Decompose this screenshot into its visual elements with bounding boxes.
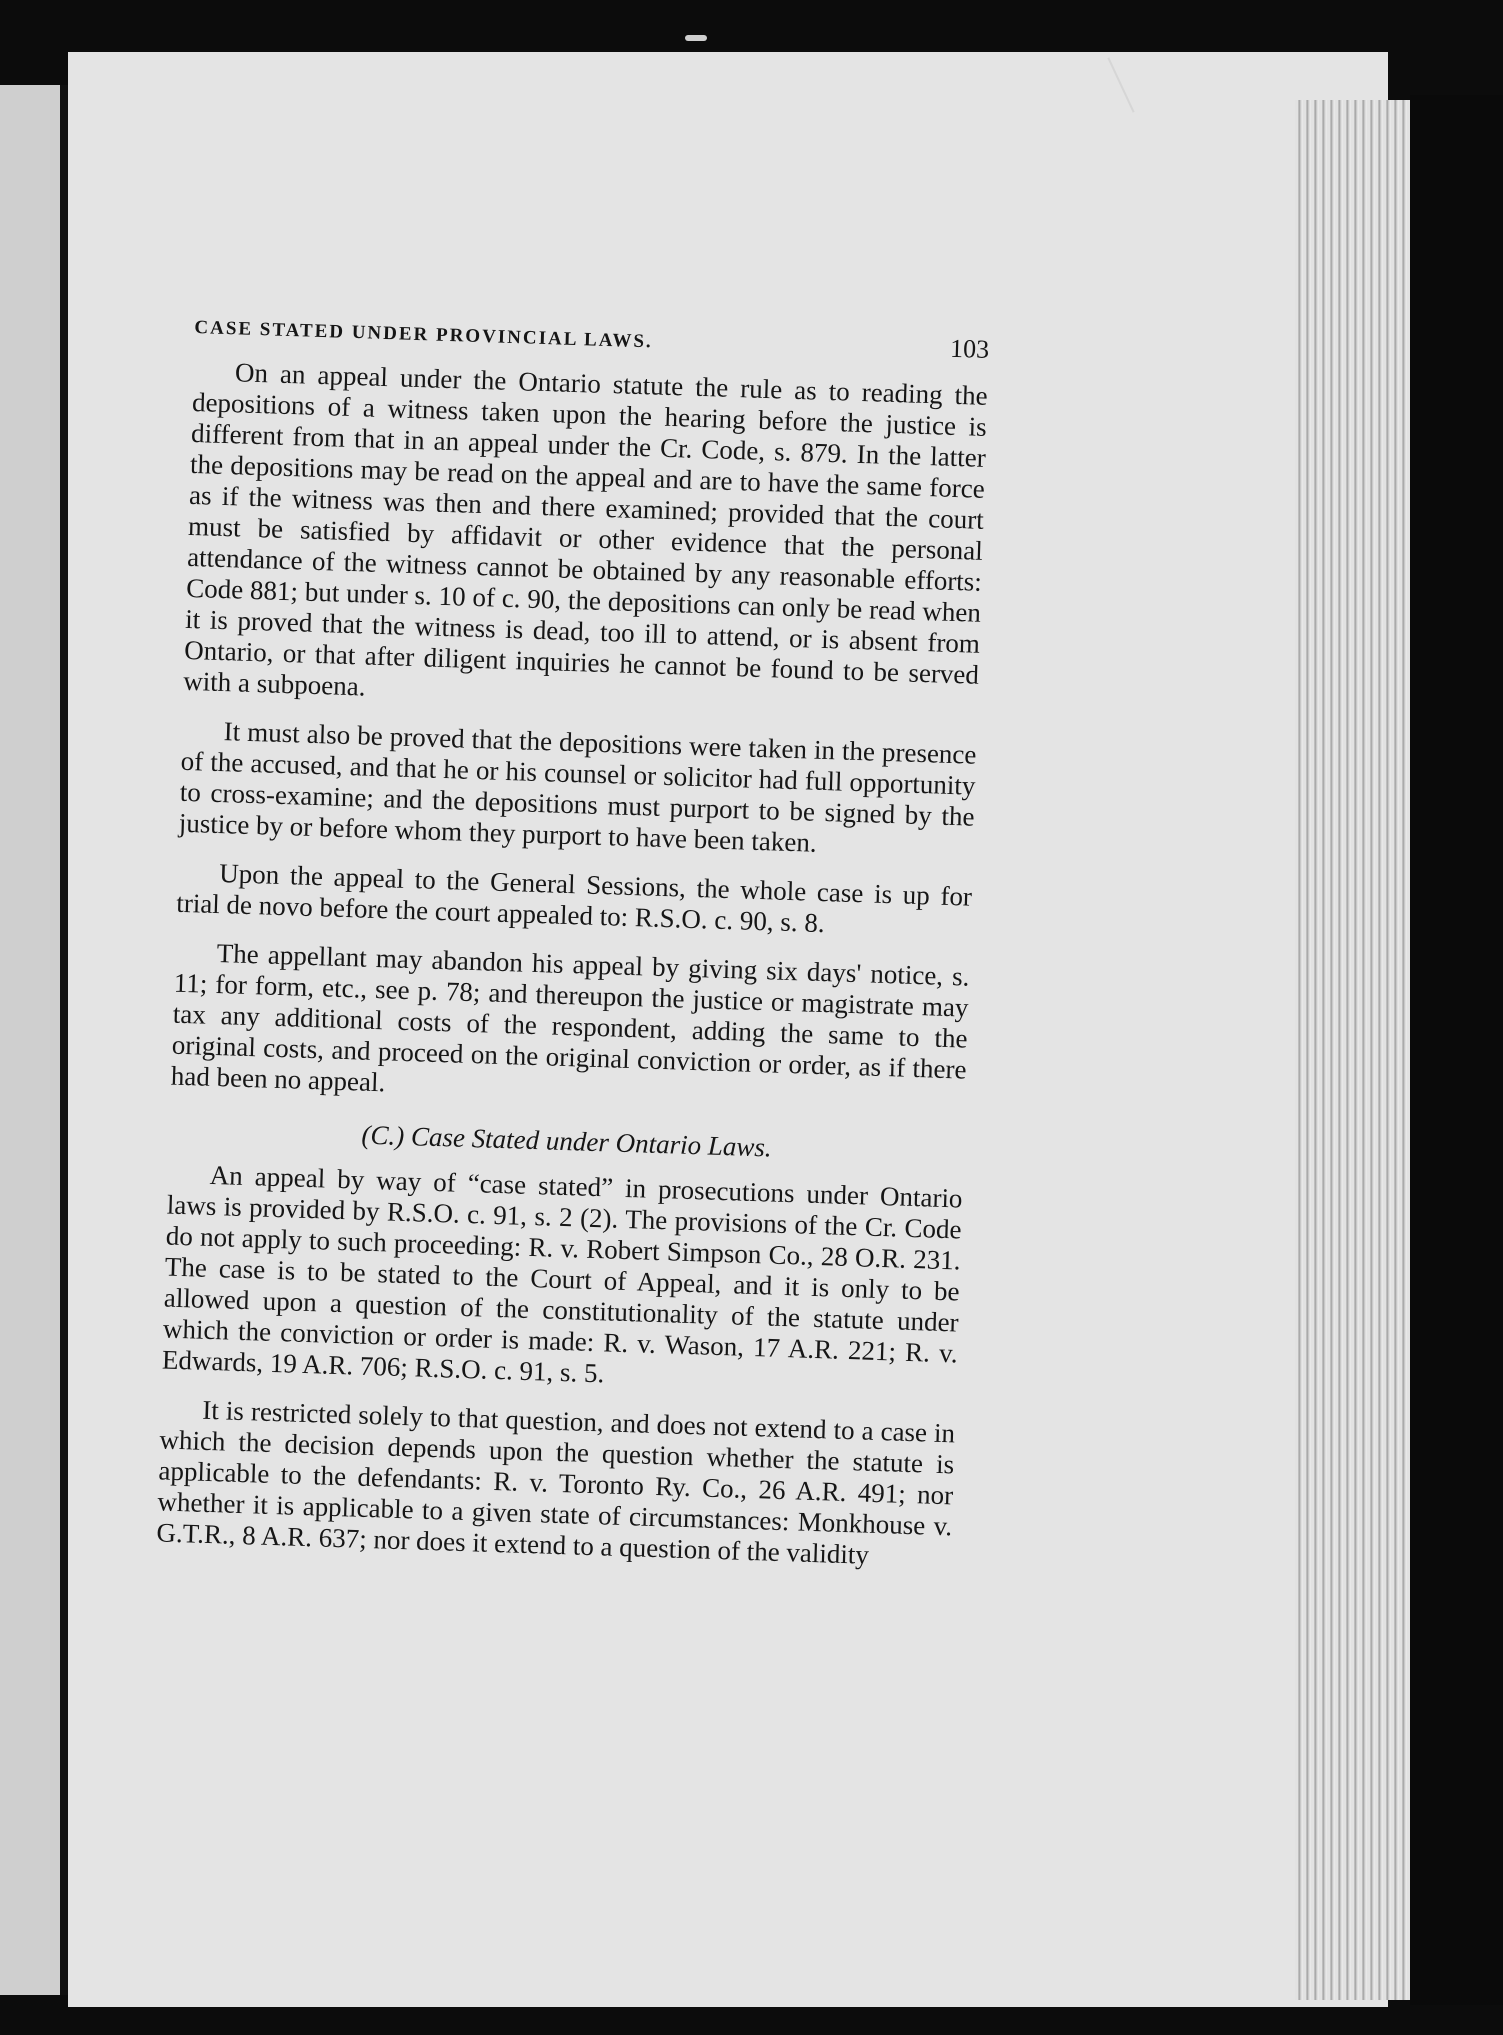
background-shadow [1410,95,1503,2005]
page-content [156,310,990,1591]
paragraph: Upon the appeal to the General Sessions, the whole case is up for trial de novo before the court appealed to: R.S.O. c. 90, s. 8. [175,858,973,939]
ink-mark [685,35,707,41]
section-heading: (C.) Case Stated under Ontario Laws. [361,1119,773,1163]
paragraph: It must also be proved that the depositions were taken in the presence of the accused, and that he or his counsel or solicitor had full opportunity to cross-examine; and the depositions must purport to be signed by the justice by or before whom they purport to have been taken. [178,716,977,858]
paragraph: It is restricted solely to that question, and does not extend to a case in which the decision depends upon the question whether the statute is applicable to the defendants: R. v. Toronto Ry. Co., 26 A.R. 491; nor whether it is applicable to a given state of circumstances: Monkhouse v. G.T.R., 8 A.R. 637; nor does it extend to a question of the validity [156,1394,956,1570]
running-head-title: CASE STATED UNDER PROVINCIAL LAWS. [194,316,654,353]
facing-page-edge [0,85,62,1995]
paragraph: An appeal by way of “case stated” in prosecutions under Ontario laws is provided by R.S.O. c. 91, s. 2 (2). The provisions of the Cr. Code do not apply to such proceeding: R. v. Robert Simpson Co., 28 O.R. 231. The case is to be stated to the Court of Appeal, and it is only to be allowed upon a question of the constitutionality of the statute under which the conviction or order is made: R. v. Wason, 17 A.R. 221; R. v. Edwards, 19 A.R. 706; R.S.O. c. 91, s. 5. [161,1159,963,1389]
paragraph: The appellant may abandon his appeal by giving six days' notice, s. 11; for form, etc., see p. 78; and thereupon the justice or magistrate may tax any additional costs of the respondent, adding the same to the original costs, and proceed on the original conviction or order, as if there had been no appeal. [170,938,970,1098]
page-number: 103 [949,333,990,364]
paragraph: On an appeal under the Ontario statute the rule as to reading the depositions of a witness taken upon the hearing before the justice is different from that in an appeal under the Cr. Code, s. 879. In the latter the depositions may be read on the appeal and are to have the same force as if the witness was then and there examined; provided that the court must be satisfied by affidavit or other evidence that the personal attendance of the witness cannot be obtained by any reasonable efforts: Code 881; but under s. 10 of c. 90, the depositions can only be read when it is proved that the witness is dead, too ill to attend, or is absent from Ontario, or that after diligent inquiries he cannot be found to be served with a subpoena. [182,357,989,702]
page-stack-edges [1295,100,1415,2000]
